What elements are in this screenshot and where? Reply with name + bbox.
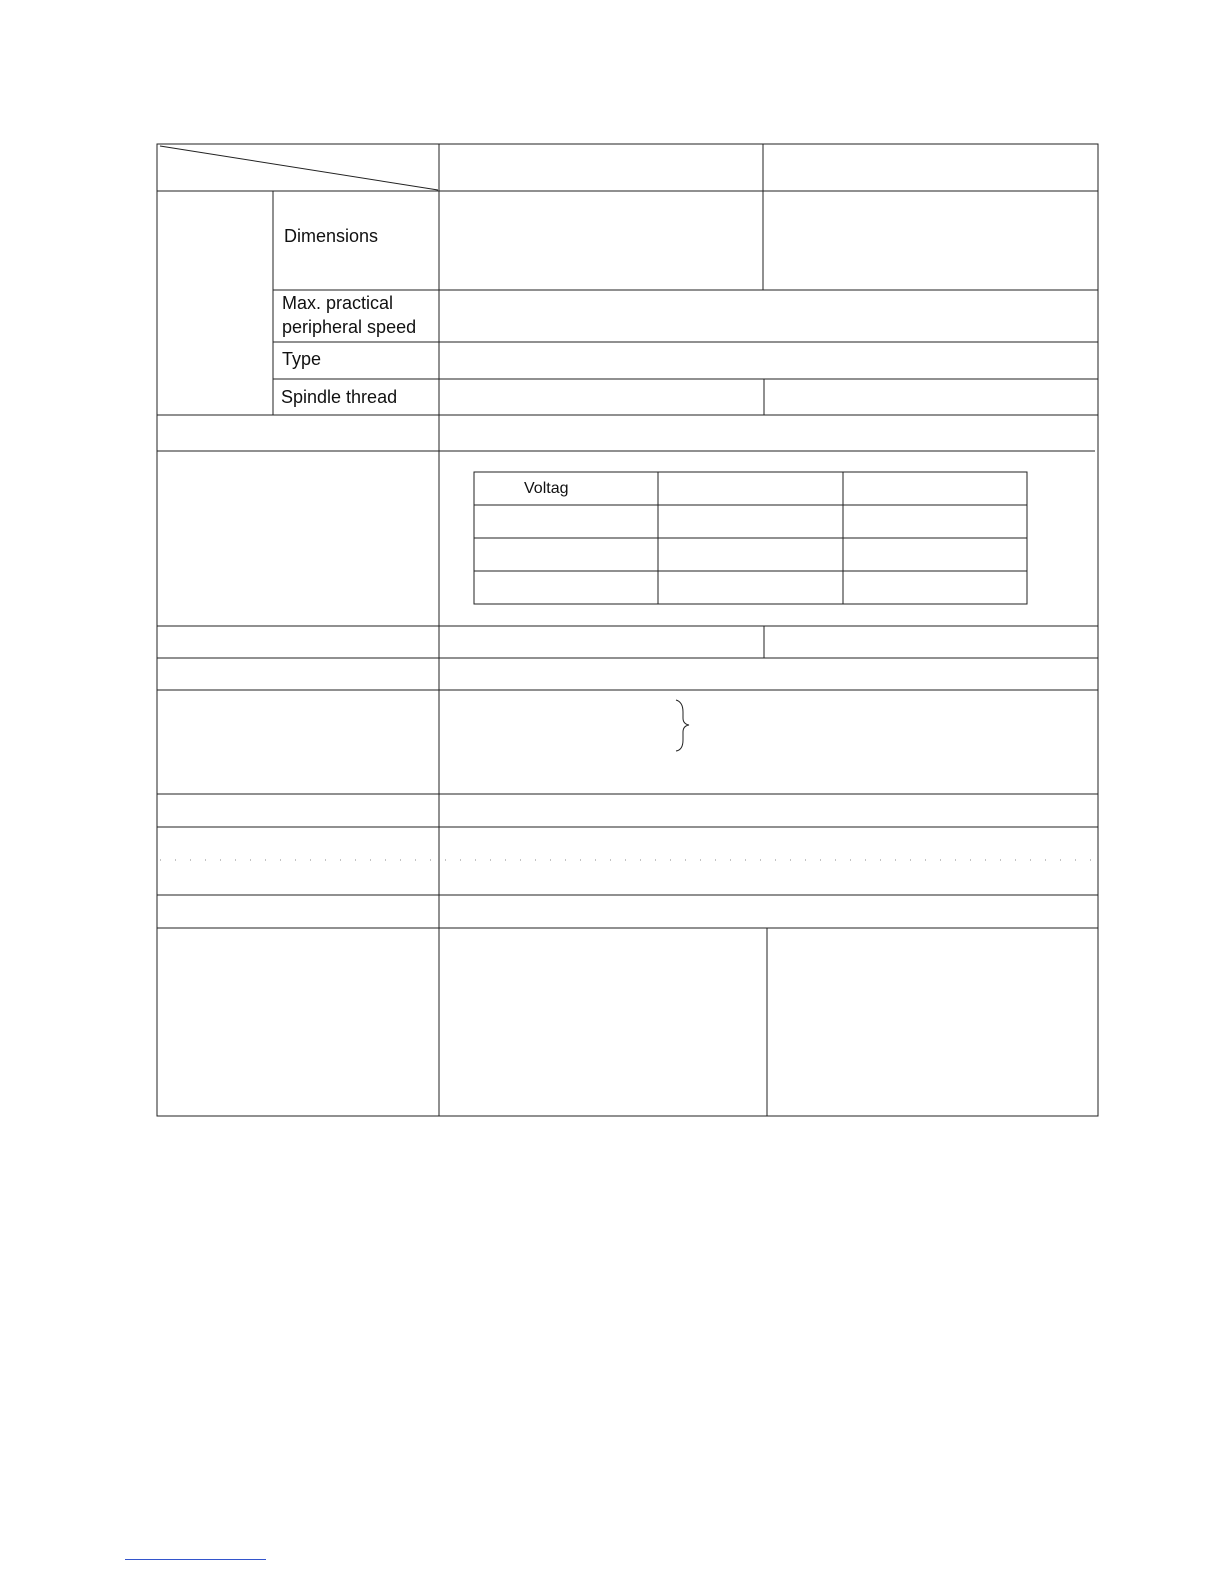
brace-mark <box>676 700 689 751</box>
max-speed-label-line1: Max. practical <box>282 293 394 313</box>
footer-rule <box>125 1559 266 1560</box>
dimensions-label: Dimensions <box>284 226 379 246</box>
voltage-header: Voltag <box>524 480 569 497</box>
max-speed-label-line2: peripheral speed <box>282 317 417 337</box>
type-label: Type <box>282 349 322 369</box>
spindle-thread-label: Spindle thread <box>281 387 398 407</box>
header-diagonal <box>160 146 438 190</box>
